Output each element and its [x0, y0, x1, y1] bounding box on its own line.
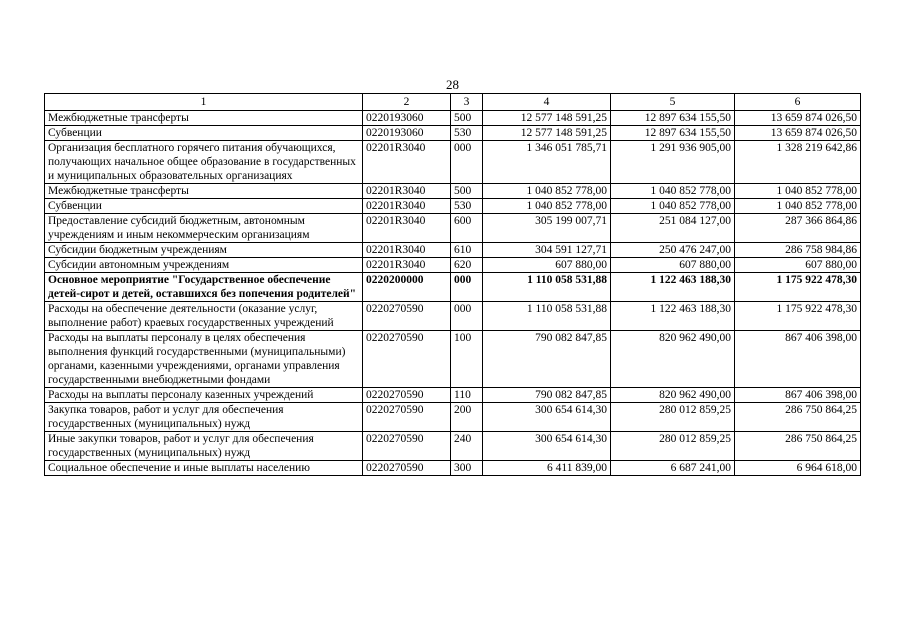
row-value-col4: 1 040 852 778,00	[483, 199, 611, 214]
row-value-col4: 6 411 839,00	[483, 461, 611, 476]
page-number: 28	[446, 77, 459, 92]
row-value-col5: 250 476 247,00	[611, 243, 735, 258]
table-row	[45, 141, 861, 184]
row-kvr-cell: 600	[451, 214, 483, 243]
row-value-col5: 1 122 463 188,30	[611, 273, 735, 302]
row-code-cell: 02201R3040	[363, 258, 451, 273]
row-kvr-cell: 300	[451, 461, 483, 476]
row-code-cell: 0220200000	[363, 273, 451, 302]
row-value-col6: 287 366 864,86	[735, 214, 861, 243]
table-row	[45, 243, 861, 258]
table-row	[45, 214, 861, 243]
row-code-cell: 0220193060	[363, 126, 451, 141]
row-kvr-cell: 500	[451, 184, 483, 199]
row-value-col4: 300 654 614,30	[483, 432, 611, 461]
row-name-cell: Расходы на выплаты персоналу казенных учреждений	[45, 388, 363, 403]
row-value-col4: 607 880,00	[483, 258, 611, 273]
row-kvr-cell: 200	[451, 403, 483, 432]
header-cell-3: 3	[451, 94, 483, 111]
row-value-col4: 12 577 148 591,25	[483, 126, 611, 141]
row-name-cell: Иные закупки товаров, работ и услуг для обеспечения государственных (муниципальных) нужд	[45, 432, 363, 461]
row-name-cell: Закупка товаров, работ и услуг для обеспечения государственных (муниципальных) нужд	[45, 403, 363, 432]
row-value-col5: 607 880,00	[611, 258, 735, 273]
row-name-cell: Предоставление субсидий бюджетным, автономным учреждениям и иным некоммерческим организациям	[45, 214, 363, 243]
row-code-cell: 0220193060	[363, 111, 451, 126]
row-value-col5: 1 122 463 188,30	[611, 302, 735, 331]
table-row	[45, 126, 861, 141]
row-name-cell: Расходы на обеспечение деятельности (оказание услуг, выполнение работ) краевых государственных учреждений	[45, 302, 363, 331]
row-value-col6: 1 328 219 642,86	[735, 141, 861, 184]
row-kvr-cell: 610	[451, 243, 483, 258]
row-name-cell: Межбюджетные трансферты	[45, 184, 363, 199]
row-name-cell: Организация бесплатного горячего питания обучающихся, получающих начальное общее образование в государственных и муниципальных образовательных организациях	[45, 141, 363, 184]
row-kvr-cell: 110	[451, 388, 483, 403]
row-value-col6: 13 659 874 026,50	[735, 111, 861, 126]
row-value-col5: 251 084 127,00	[611, 214, 735, 243]
table-body	[45, 111, 861, 476]
table-row	[45, 199, 861, 214]
table-row	[45, 331, 861, 388]
row-value-col6: 6 964 618,00	[735, 461, 861, 476]
row-value-col4: 304 591 127,71	[483, 243, 611, 258]
row-code-cell: 0220270590	[363, 302, 451, 331]
row-value-col5: 6 687 241,00	[611, 461, 735, 476]
row-value-col6: 286 750 864,25	[735, 403, 861, 432]
row-value-col5: 820 962 490,00	[611, 331, 735, 388]
row-value-col4: 12 577 148 591,25	[483, 111, 611, 126]
row-kvr-cell: 500	[451, 111, 483, 126]
row-value-col5: 280 012 859,25	[611, 403, 735, 432]
row-value-col4: 790 082 847,85	[483, 331, 611, 388]
row-name-cell: Основное мероприятие "Государственное обеспечение детей-сирот и детей, оставшихся без попечения родителей"	[45, 273, 363, 302]
row-kvr-cell: 000	[451, 302, 483, 331]
header-cell-5: 5	[611, 94, 735, 111]
row-value-col4: 1 110 058 531,88	[483, 302, 611, 331]
row-name-cell: Субсидии автономным учреждениям	[45, 258, 363, 273]
row-kvr-cell: 000	[451, 141, 483, 184]
row-code-cell: 0220270590	[363, 403, 451, 432]
row-value-col5: 1 040 852 778,00	[611, 199, 735, 214]
row-code-cell: 02201R3040	[363, 243, 451, 258]
table-row	[45, 184, 861, 199]
row-value-col4: 1 040 852 778,00	[483, 184, 611, 199]
row-value-col5: 1 040 852 778,00	[611, 184, 735, 199]
row-value-col5: 820 962 490,00	[611, 388, 735, 403]
row-value-col6: 867 406 398,00	[735, 388, 861, 403]
row-value-col6: 286 758 984,86	[735, 243, 861, 258]
row-value-col4: 1 346 051 785,71	[483, 141, 611, 184]
row-code-cell: 02201R3040	[363, 184, 451, 199]
row-code-cell: 02201R3040	[363, 214, 451, 243]
row-name-cell: Социальное обеспечение и иные выплаты населению	[45, 461, 363, 476]
row-code-cell: 02201R3040	[363, 199, 451, 214]
table-row	[45, 432, 861, 461]
row-value-col5: 1 291 936 905,00	[611, 141, 735, 184]
table-row	[45, 258, 861, 273]
header-row	[45, 94, 861, 111]
row-value-col6: 867 406 398,00	[735, 331, 861, 388]
table-row	[45, 111, 861, 126]
row-value-col6: 1 040 852 778,00	[735, 199, 861, 214]
header-cell-4: 4	[483, 94, 611, 111]
row-name-cell: Субвенции	[45, 126, 363, 141]
budget-table	[44, 93, 861, 476]
row-kvr-cell: 530	[451, 199, 483, 214]
row-value-col4: 1 110 058 531,88	[483, 273, 611, 302]
table-row	[45, 403, 861, 432]
row-value-col5: 12 897 634 155,50	[611, 111, 735, 126]
row-name-cell: Межбюджетные трансферты	[45, 111, 363, 126]
row-code-cell: 0220270590	[363, 331, 451, 388]
row-value-col5: 12 897 634 155,50	[611, 126, 735, 141]
row-code-cell: 0220270590	[363, 388, 451, 403]
row-kvr-cell: 530	[451, 126, 483, 141]
row-value-col6: 1 175 922 478,30	[735, 273, 861, 302]
header-cell-6: 6	[735, 94, 861, 111]
row-value-col4: 300 654 614,30	[483, 403, 611, 432]
row-name-cell: Расходы на выплаты персоналу в целях обеспечения выполнения функций государственными (муниципальными) органами, казенными учреждениями, органами управления государственными внебюджетными фондами	[45, 331, 363, 388]
row-value-col5: 280 012 859,25	[611, 432, 735, 461]
row-code-cell: 0220270590	[363, 432, 451, 461]
row-value-col4: 790 082 847,85	[483, 388, 611, 403]
table-row	[45, 461, 861, 476]
row-kvr-cell: 000	[451, 273, 483, 302]
row-code-cell: 02201R3040	[363, 141, 451, 184]
row-value-col4: 305 199 007,71	[483, 214, 611, 243]
row-value-col6: 1 175 922 478,30	[735, 302, 861, 331]
row-name-cell: Субвенции	[45, 199, 363, 214]
header-cell-1: 1	[45, 94, 363, 111]
row-kvr-cell: 100	[451, 331, 483, 388]
table-row	[45, 302, 861, 331]
row-value-col6: 1 040 852 778,00	[735, 184, 861, 199]
table-row	[45, 273, 861, 302]
row-value-col6: 607 880,00	[735, 258, 861, 273]
row-kvr-cell: 620	[451, 258, 483, 273]
table-row	[45, 388, 861, 403]
row-name-cell: Субсидии бюджетным учреждениям	[45, 243, 363, 258]
row-value-col6: 286 750 864,25	[735, 432, 861, 461]
header-cell-2: 2	[363, 94, 451, 111]
row-value-col6: 13 659 874 026,50	[735, 126, 861, 141]
row-kvr-cell: 240	[451, 432, 483, 461]
row-code-cell: 0220270590	[363, 461, 451, 476]
